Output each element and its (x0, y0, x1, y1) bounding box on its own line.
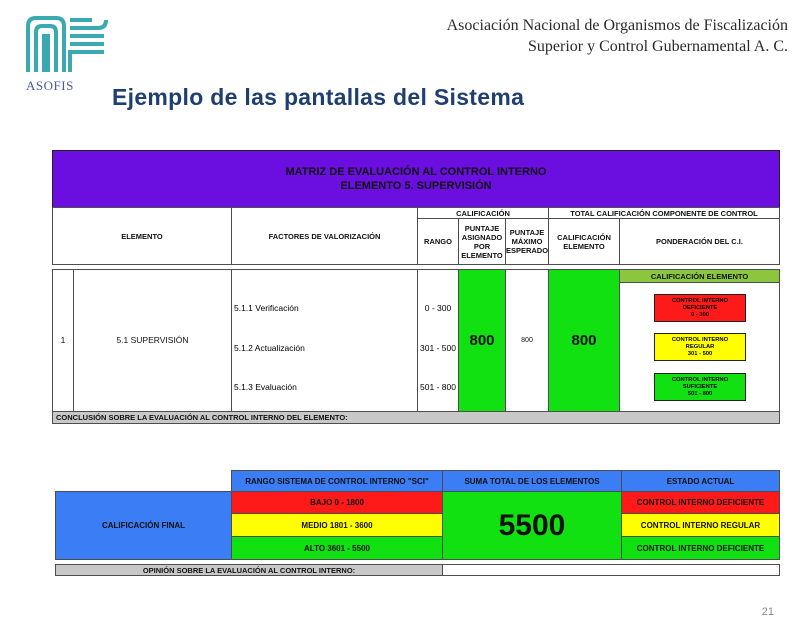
row-elemento: 5.1 SUPERVISIÓN (73, 269, 232, 412)
header-puntaje-maximo: PUNTAJE MÁXIMO ESPERADO (505, 218, 549, 265)
matrix-title-line1: MATRIZ DE EVALUACIÓN AL CONTROL INTERNO (285, 166, 547, 178)
final-header-estado: ESTADO ACTUAL (621, 470, 780, 492)
factor-range: 0 - 300 (424, 303, 452, 313)
header-puntaje-asignado: PUNTAJE ASIGNADO POR ELEMENTO (458, 218, 506, 265)
final-header-rango: RANGO SISTEMA DE CONTROL INTERNO "SCI" (231, 470, 443, 492)
factor-range: 301 - 500 (420, 343, 456, 353)
final-header-suma: SUMA TOTAL DE LOS ELEMENTOS (442, 470, 622, 492)
range-medio: MEDIO 1801 - 3600 (231, 513, 443, 537)
calificacion-final-label: CALIFICACIÓN FINAL (55, 491, 232, 560)
matrix-title-line2: ELEMENTO 5. SUPERVISIÓN (340, 180, 492, 192)
org-line-1: Asociación Nacional de Organismos de Fiscalización (446, 17, 788, 34)
puntaje-maximo-value: 800 (505, 269, 549, 412)
estado-deficiente: CONTROL INTERNO DEFICIENTE (621, 491, 780, 514)
badge-line: CONTROL INTERNO (671, 336, 729, 343)
org-line-2: Superior y Control Gubernamental A. C. (528, 38, 788, 55)
factor-label: 5.1.2 Actualización (234, 343, 305, 353)
factor-label: 5.1.3 Evaluación (234, 382, 297, 392)
range-alto: ALTO 3601 - 5500 (231, 536, 443, 560)
badge-line: 0 - 300 (690, 311, 710, 318)
badge-line: SUFICIENTE (682, 383, 718, 390)
page-title: Ejemplo de las pantallas del Sistema (112, 84, 525, 110)
badge-line: DEFICIENTE (682, 304, 718, 311)
badge-line: REGULAR (685, 343, 715, 350)
badge-line: CONTROL INTERNO (671, 297, 729, 304)
header-calificacion-elemento: CALIFICACIÓN ELEMENTO (548, 218, 620, 265)
badge-deficiente (654, 294, 746, 322)
badge-line: CONTROL INTERNO (671, 376, 729, 383)
calificacion-elemento-header: CALIFICACIÓN ELEMENTO (619, 269, 780, 283)
puntaje-asignado-value: 800 (458, 269, 506, 412)
suma-total-value: 5500 (442, 491, 622, 560)
opinion-label: OPINIÓN SOBRE LA EVALUACIÓN AL CONTROL INTERNO: (55, 564, 443, 576)
matrix-title (52, 150, 780, 208)
asofis-logo-icon (22, 12, 112, 78)
header-factores: FACTORES DE VALORIZACIÓN (231, 207, 418, 265)
estado-regular: CONTROL INTERNO REGULAR (621, 513, 780, 537)
factor-range: 501 - 800 (420, 382, 456, 392)
row-number: 1 (52, 269, 74, 412)
header-ponderacion: PONDERACIÓN DEL C.I. (619, 218, 780, 265)
conclusion-row: CONCLUSIÓN SOBRE LA EVALUACIÓN AL CONTROL INTERNO DEL ELEMENTO: (52, 411, 780, 424)
header-elemento: ELEMENTO (52, 207, 232, 265)
organization-name (447, 15, 788, 57)
header-total: TOTAL CALIFICACIÓN COMPONENTE DE CONTROL (548, 207, 780, 219)
badge-suficiente (654, 373, 746, 401)
opinion-value (442, 564, 780, 576)
page-number: 21 (761, 606, 774, 618)
estado-deficiente-2: CONTROL INTERNO DEFICIENTE (621, 536, 780, 560)
logo-text: ASOFIS (26, 78, 74, 93)
badge-regular (654, 333, 746, 361)
badge-line: 501 - 800 (687, 390, 713, 397)
header-calificacion: CALIFICACIÓN (417, 207, 549, 219)
factor-label: 5.1.1 Verificación (234, 303, 299, 313)
calificacion-elemento-value: 800 (548, 269, 620, 412)
range-bajo: BAJO 0 - 1800 (231, 491, 443, 514)
header-rango: RANGO (417, 218, 459, 265)
badge-line: 301 - 500 (687, 350, 713, 357)
